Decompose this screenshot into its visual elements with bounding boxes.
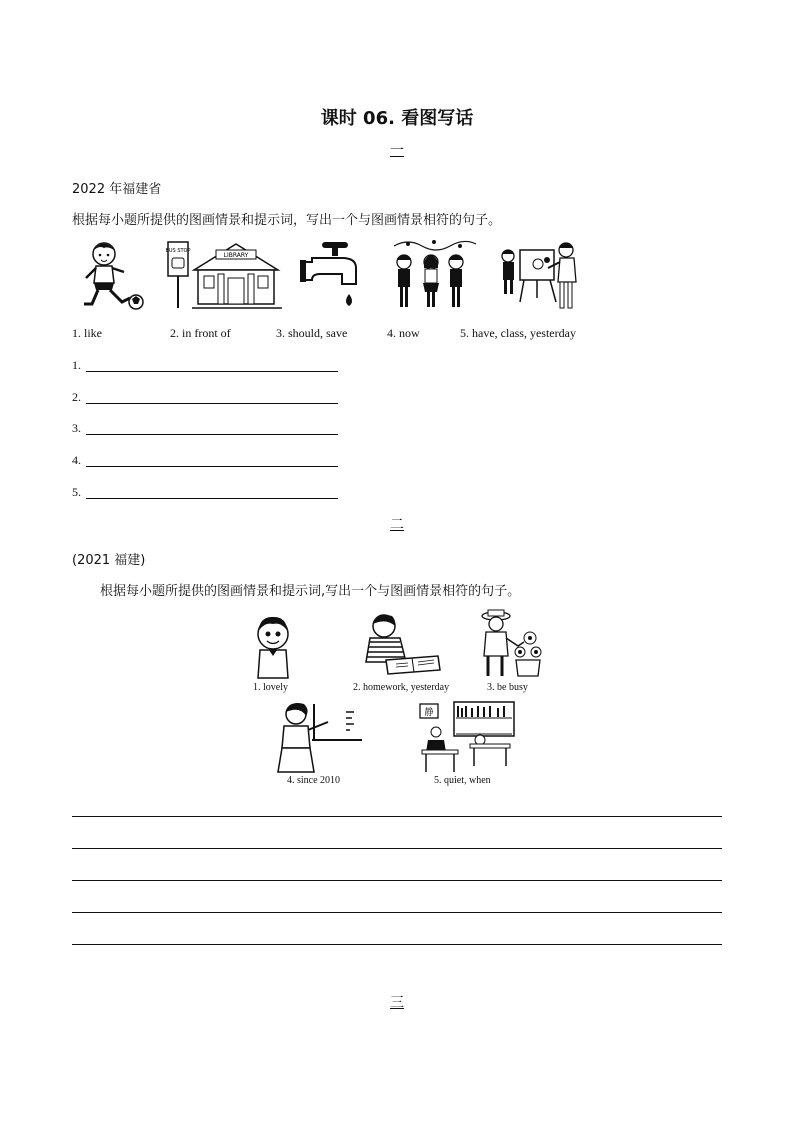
answer-line-5[interactable] — [72, 485, 81, 500]
answer-number: 5. — [72, 485, 81, 499]
section-3-mark: 三 — [390, 995, 404, 1011]
library-students-illustration — [418, 700, 516, 774]
writing-line-3[interactable] — [72, 880, 722, 881]
class-easel-illustration — [498, 236, 582, 314]
writing-line-5[interactable] — [72, 944, 722, 945]
man-doing-homework-illustration — [356, 612, 442, 676]
caption-s2-3: 3. be busy — [487, 682, 528, 693]
children-singing-illustration — [388, 236, 478, 312]
answer-line-4[interactable] — [72, 453, 81, 468]
prompt-3: 3. should, save — [276, 326, 348, 340]
writing-line-1[interactable] — [72, 816, 722, 817]
section-1-mark: 一 — [390, 143, 404, 159]
caption-s2-4: 4. since 2010 — [287, 775, 341, 786]
prompt-5: 5. have, class, yesterday — [460, 326, 576, 340]
answer-number: 2. — [72, 390, 81, 404]
answer-line-1[interactable] — [72, 358, 81, 373]
gardener-flowers-illustration — [478, 608, 544, 678]
answer-line-3[interactable] — [72, 421, 81, 436]
section-1-instruction: 根据每小题所提供的图画情景和提示词，写出一个与图画情景相符的句子。 — [72, 213, 502, 228]
caption-s2-2: 2. homework, yesterday — [353, 682, 450, 693]
prompt-1: 1. like — [72, 326, 102, 340]
prompt-4: 4. now — [387, 326, 420, 340]
section-2-mark: 二 — [390, 517, 404, 533]
library-sign-text: LIBRARY — [223, 252, 249, 259]
library-bus-stop-illustration — [164, 240, 284, 312]
section-2-source: (2021 福建) — [72, 553, 146, 568]
dripping-tap-illustration — [298, 240, 370, 312]
teacher-pointing-illustration — [274, 700, 364, 774]
caption-s2-5: 5. quiet, when — [434, 775, 491, 786]
answer-number: 3. — [72, 421, 81, 435]
prompt-2: 2. in front of — [170, 326, 231, 340]
answer-number: 4. — [72, 453, 81, 467]
section-1-source: 2022 年福建省 — [72, 182, 162, 197]
writing-line-4[interactable] — [72, 912, 722, 913]
caption-s2-1: 1. lovely — [253, 682, 288, 693]
writing-line-2[interactable] — [72, 848, 722, 849]
boy-kicking-ball-illustration — [72, 238, 152, 314]
quiet-sign-text: 静 — [424, 708, 434, 718]
section-2-instruction: 根据每小题所提供的图画情景和提示词,写出一个与图画情景相符的句子。 — [100, 584, 521, 599]
answer-line-2[interactable] — [72, 390, 81, 405]
bus-stop-sign-text: BUS STOP — [165, 248, 191, 254]
answer-number: 1. — [72, 358, 81, 372]
page-title: 课时 06. 看图写话 — [320, 108, 474, 129]
smiling-boy-illustration — [250, 612, 296, 680]
